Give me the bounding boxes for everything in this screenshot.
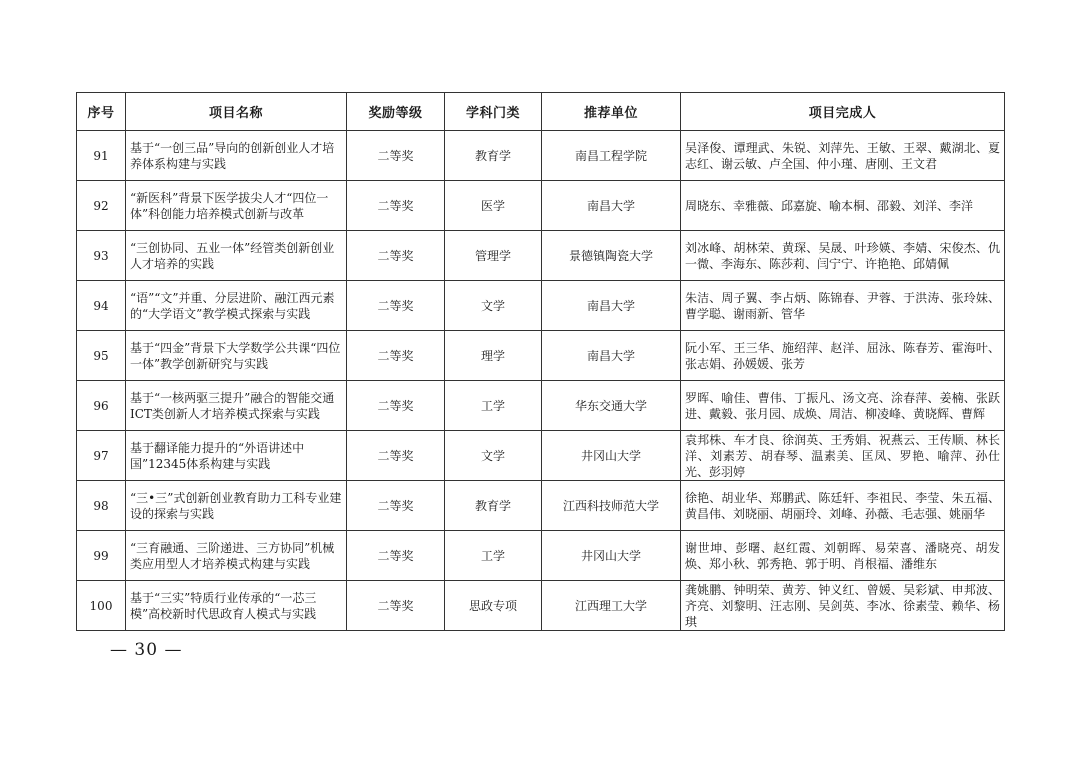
- cell-project-name: 基于翻译能力提升的“外语讲述中国”12345体系构建与实践: [126, 431, 347, 481]
- cell-contributors: 袁邦株、车才良、徐润英、王秀娟、祝燕云、王传顺、林长洋、刘素芳、胡春琴、温素美、匡凤、罗艳、喻萍、孙仕光、彭羽婷: [681, 431, 1005, 481]
- table-header-row: [77, 93, 1005, 131]
- cell-project-name: 基于“一创三品”导向的创新创业人才培养体系构建与实践: [126, 131, 347, 181]
- award-table: [76, 92, 1005, 631]
- cell-discipline: 医学: [445, 181, 542, 231]
- table-row: [77, 281, 1005, 331]
- cell-index: 97: [77, 431, 126, 481]
- cell-award-level: 二等奖: [347, 131, 445, 181]
- cell-contributors: 罗晖、喻佳、曹伟、丁振凡、汤文亮、涂春萍、姜楠、张跃进、戴毅、张月园、成焕、周洁、柳凌峰、黄晓辉、曹辉: [681, 381, 1005, 431]
- table-row: [77, 481, 1005, 531]
- cell-unit: 南昌大学: [542, 281, 681, 331]
- cell-contributors: 龚姚鹏、钟明荣、黄芳、钟义红、曾媛、吴彩斌、申邦波、齐亮、刘黎明、汪志刚、吴剑英、李冰、徐素莹、赖华、杨琪: [681, 581, 1005, 631]
- cell-award-level: 二等奖: [347, 381, 445, 431]
- cell-unit: 南昌工程学院: [542, 131, 681, 181]
- cell-index: 99: [77, 531, 126, 581]
- cell-index: 98: [77, 481, 126, 531]
- cell-contributors: 阮小军、王三华、施绍萍、赵洋、屈泳、陈春芳、霍海叶、张志娟、孙媛媛、张芳: [681, 331, 1005, 381]
- cell-index: 94: [77, 281, 126, 331]
- header-project-name: 项目名称: [126, 93, 347, 131]
- cell-index: 91: [77, 131, 126, 181]
- cell-award-level: 二等奖: [347, 181, 445, 231]
- cell-award-level: 二等奖: [347, 431, 445, 481]
- table-row: [77, 531, 1005, 581]
- cell-discipline: 管理学: [445, 231, 542, 281]
- cell-index: 92: [77, 181, 126, 231]
- cell-index: 100: [77, 581, 126, 631]
- cell-unit: 南昌大学: [542, 331, 681, 381]
- table-row: [77, 581, 1005, 631]
- cell-discipline: 思政专项: [445, 581, 542, 631]
- header-contributors: 项目完成人: [681, 93, 1005, 131]
- cell-project-name: “新医科”背景下医学拔尖人才“四位一体”科创能力培养模式创新与改革: [126, 181, 347, 231]
- cell-contributors: 谢世坤、彭曙、赵红霞、刘朝晖、易荣喜、潘晓亮、胡发焕、郑小秋、郭秀艳、郭于明、肖根福、潘维东: [681, 531, 1005, 581]
- page-number: — 30 —: [110, 640, 183, 660]
- cell-award-level: 二等奖: [347, 231, 445, 281]
- cell-discipline: 教育学: [445, 481, 542, 531]
- cell-index: 93: [77, 231, 126, 281]
- cell-project-name: “语”“文”并重、分层进阶、融江西元素的“大学语文”教学模式探索与实践: [126, 281, 347, 331]
- cell-index: 95: [77, 331, 126, 381]
- cell-contributors: 朱洁、周子翼、李占炳、陈锦春、尹蓉、于洪涛、张玲妹、曹学聪、谢雨新、管华: [681, 281, 1005, 331]
- cell-unit: 江西科技师范大学: [542, 481, 681, 531]
- cell-discipline: 工学: [445, 381, 542, 431]
- header-unit: 推荐单位: [542, 93, 681, 131]
- cell-award-level: 二等奖: [347, 281, 445, 331]
- cell-unit: 景德镇陶瓷大学: [542, 231, 681, 281]
- cell-award-level: 二等奖: [347, 581, 445, 631]
- cell-award-level: 二等奖: [347, 481, 445, 531]
- cell-discipline: 文学: [445, 281, 542, 331]
- cell-project-name: “三育融通、三阶递进、三方协同”机械类应用型人才培养模式构建与实践: [126, 531, 347, 581]
- cell-project-name: 基于“四金”背景下大学数学公共课“四位一体”教学创新研究与实践: [126, 331, 347, 381]
- cell-project-name: 基于“三实”特质行业传承的“一芯三模”高校新时代思政育人模式与实践: [126, 581, 347, 631]
- cell-award-level: 二等奖: [347, 331, 445, 381]
- cell-award-level: 二等奖: [347, 531, 445, 581]
- cell-discipline: 工学: [445, 531, 542, 581]
- cell-contributors: 刘冰峰、胡林荣、黄琛、吴晟、叶珍媖、李婧、宋俊杰、仇一微、李海东、陈莎莉、闫宁宁、许艳艳、邱婧佩: [681, 231, 1005, 281]
- table-row: [77, 381, 1005, 431]
- cell-project-name: 基于“一核两驱三提升”融合的智能交通ICT类创新人才培养模式探索与实践: [126, 381, 347, 431]
- cell-contributors: 周晓东、幸雅薇、邱嘉旋、喻本桐、邵毅、刘洋、李洋: [681, 181, 1005, 231]
- cell-discipline: 文学: [445, 431, 542, 481]
- table-row: [77, 431, 1005, 481]
- cell-project-name: “三创协同、五业一体”经管类创新创业人才培养的实践: [126, 231, 347, 281]
- cell-unit: 井冈山大学: [542, 531, 681, 581]
- cell-contributors: 吴泽俊、谭理武、朱锐、刘萍先、王敏、王翠、戴湖北、夏志红、谢云敏、卢全国、仲小瑾、唐刚、王文君: [681, 131, 1005, 181]
- cell-discipline: 理学: [445, 331, 542, 381]
- cell-project-name: “三•三”式创新创业教育助力工科专业建设的探索与实践: [126, 481, 347, 531]
- cell-unit: 南昌大学: [542, 181, 681, 231]
- cell-unit: 华东交通大学: [542, 381, 681, 431]
- cell-discipline: 教育学: [445, 131, 542, 181]
- header-index: 序号: [77, 93, 126, 131]
- cell-index: 96: [77, 381, 126, 431]
- table-row: [77, 331, 1005, 381]
- cell-contributors: 徐艳、胡业华、郑鹏武、陈廷轩、李祖民、李莹、朱五福、黄昌伟、刘晓丽、胡丽玲、刘峰、孙薇、毛志强、姚丽华: [681, 481, 1005, 531]
- header-discipline: 学科门类: [445, 93, 542, 131]
- cell-unit: 井冈山大学: [542, 431, 681, 481]
- table-row: [77, 231, 1005, 281]
- table-row: [77, 131, 1005, 181]
- table-row: [77, 181, 1005, 231]
- header-award-level: 奖励等级: [347, 93, 445, 131]
- cell-unit: 江西理工大学: [542, 581, 681, 631]
